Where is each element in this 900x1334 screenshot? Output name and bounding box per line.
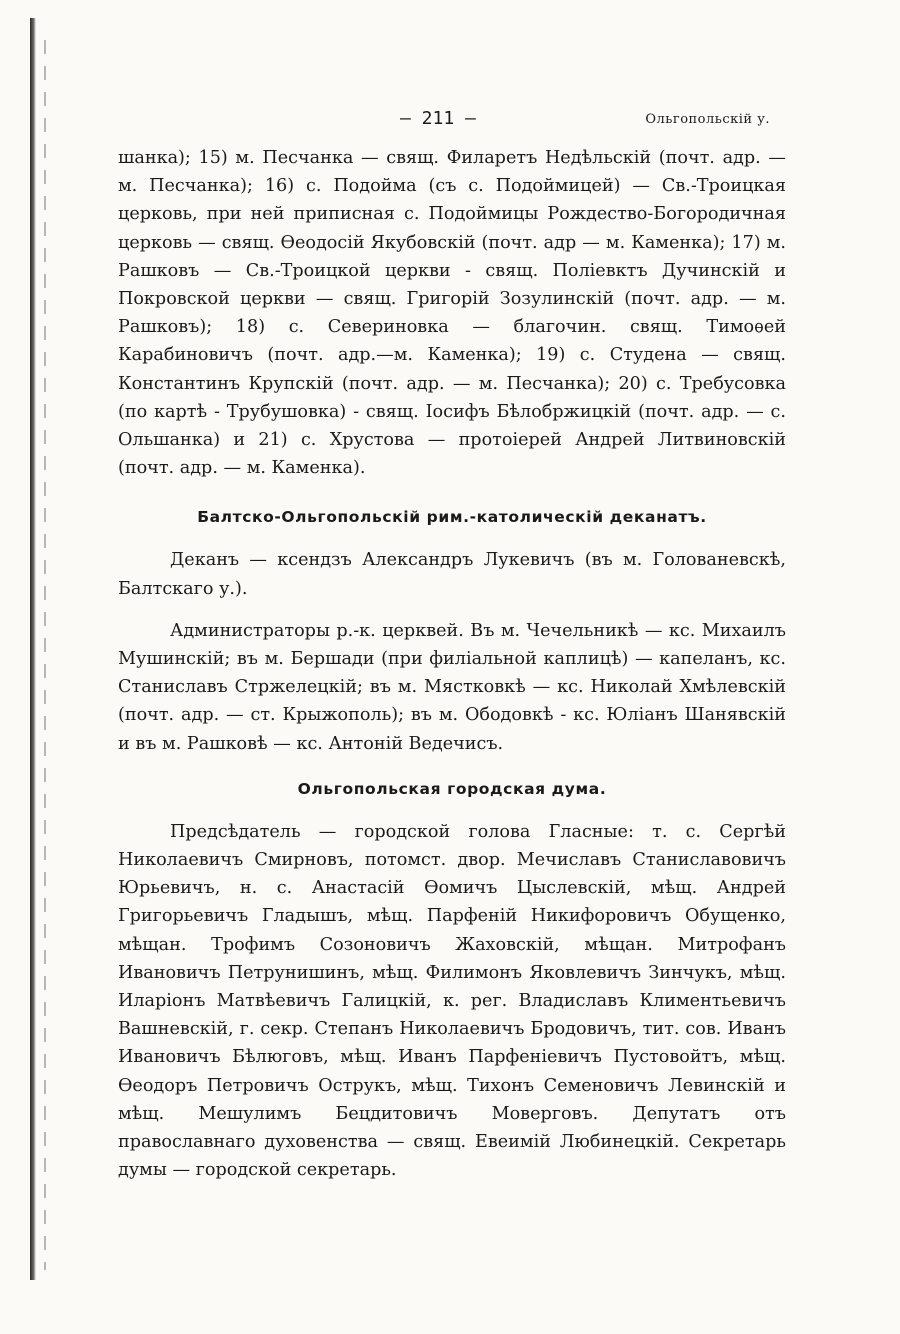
binding-edge (30, 18, 36, 1280)
section-heading-deanery: Балтско-Ольгопольскій рим.-католическій деканатъ. (197, 508, 707, 527)
dean-paragraph: Деканъ — ксендзъ Александръ Лукевичъ (въ м. Голованевскѣ, Балтскаго у.). (118, 550, 786, 599)
parish-list-paragraph: шанка); 15) м. Песчанка — свящ. Филаретъ Недѣльскій (почт. адр. — м. Песчанка); 16) с. Подойма (съ с. Подоймицей) — Св.-Троицкая церковь, при ней приписная с. Подоймицы Рождество-Богородичная церковь — свящ. Өеодосій Якубовскій (почт. адр — м. Каменка); 17) м. Рашковъ — Св.-Троицкой церкви - свящ. Поліевктъ Дучинскій и Покровской церкви — свящ. Григорій Зозулинскій (почт. адр. — м. Рашковъ); 18) с. Севериновка — благочин. свящ. Тимоѳей Карабиновичъ (почт. адр.—м. Каменка); 19) с. Студена — свящ. Константинъ Крупскій (почт. адр. — м. Песчанка); 20) с. Требусовка (по картѣ - Трубушовка) - свящ. Іосифъ Бѣлобржицкій (почт. адр. — с. Ольшанка) и 21) с. Хрустова — протоіерей Андрей Литвиновскій (почт. адр. — м. Каменка). (118, 148, 786, 479)
duma-members-paragraph: Предсѣдатель — городской голова Гласные: т. с. Сергѣй Николаевичъ Смирновъ, потомст. двор. Мечиславъ Станиславовичъ Юрьевичъ, н. с. Анастасій Өомичъ Цыслевскій, мѣщ. Андрей Григорьевичъ Гладышъ, мѣщ. Парфеній Никифоровичъ Обущенко, мѣщан. Трофимъ Созоновичъ Жаховскій, мѣщан. Митрофанъ Ивановичъ Петрунишинъ, мѣщ. Филимонъ Яковлевичъ Зинчукъ, мѣщ. Иларіонъ Матвѣевичъ Галицкій, к. рег. Владиславъ Климентьевичъ Вашневскій, г. секр. Степанъ Николаевичъ Бродовичъ, тит. сов. Иванъ Ивановичъ Бѣлюговъ, мѣщ. Иванъ Парфеніевичъ Пустовойтъ, мѣщ. Өеодоръ Петровичъ Острукъ, мѣщ. Тихонъ Семеновичъ Левинскій и мѣщ. Мешулимъ Бецдитовичъ Моверговъ. Депутатъ отъ православнаго духовенства — свящ. Евеимій Любинецкій. Секретарь думы — городской секретарь. (118, 821, 786, 1181)
document-page (118, 100, 786, 1185)
page-number: — 211 — (400, 108, 476, 129)
administrators-paragraph: Администраторы р.-к. церквей. Въ м. Чечельникѣ — кс. Михаилъ Мушинскій; въ м. Бершади (при филіальной каплицѣ) — капеланъ, кс. Станиславъ Стржелецкій; въ м. Мястковкѣ — кс. Николай Хмѣлевскій (почт. адр. — ст. Крыжополь); въ м. Ободовкѣ - кс. Юліанъ Шанявскій и въ м. Рашковѣ — кс. Антоній Ведечисъ. (118, 620, 786, 754)
binding-shadow (44, 40, 46, 1270)
running-head: Ольгопольскій у. (645, 112, 770, 127)
page-header (118, 100, 786, 144)
section-heading-city-duma: Ольгопольская городская дума. (297, 779, 607, 798)
